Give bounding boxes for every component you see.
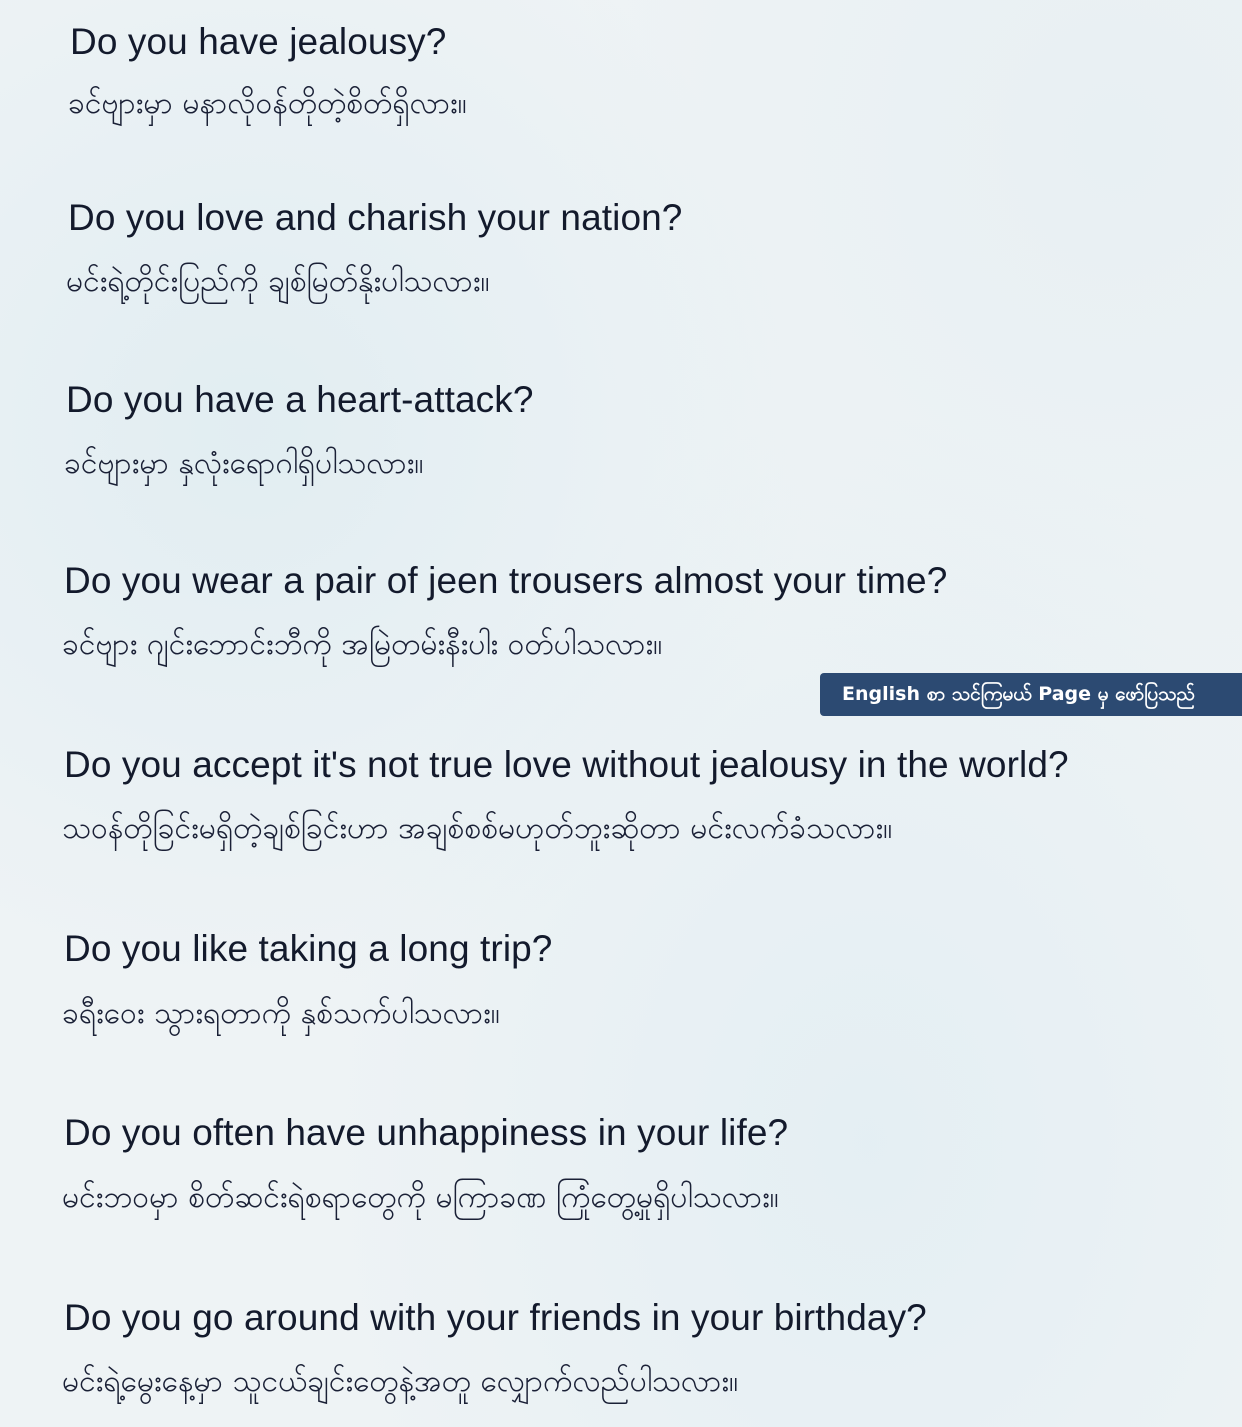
myanmar-translation: ခရီးဝေး သွားရတာကို နှစ်သက်ပါသလား။	[62, 996, 500, 1031]
myanmar-translation: သဝန်တိုခြင်းမရှိတဲ့ချစ်ခြင်းဟာ အချစ်စစ်မဟုတ်ဘူးဆိုတာ မင်းလက်ခံသလား။	[62, 811, 893, 846]
english-question: Do you often have unhappiness in your life?	[64, 1112, 789, 1153]
myanmar-translation: ခင်ဗျားမှာ နှလုံးရောဂါရှိပါသလား။	[64, 446, 424, 481]
english-question: Do you have jealousy?	[70, 21, 447, 62]
myanmar-translation: ခင်ဗျားမှာ မနာလိုဝန်တိုတဲ့စိတ်ရှိလား။	[68, 86, 467, 121]
english-question: Do you love and charish your nation?	[68, 197, 683, 238]
english-question: Do you accept it's not true love without jealousy in the world?	[64, 744, 1069, 785]
english-question: Do you go around with your friends in your birthday?	[64, 1297, 927, 1338]
myanmar-translation: မင်းရဲ့တိုင်းပြည်ကို ချစ်မြတ်နိုးပါသလား။	[66, 264, 490, 299]
english-question: Do you like taking a long trip?	[64, 928, 553, 969]
source-banner: English စာ သင်ကြမယ် Page မှ ဖော်ပြသည်	[820, 673, 1242, 716]
english-question: Do you have a heart-attack?	[66, 379, 534, 420]
myanmar-translation: မင်းဘဝမှာ စိတ်ဆင်းရဲစရာတွေကို မကြာခဏ ကြုံတွေ့မှုရှိပါသလား။	[62, 1180, 779, 1215]
myanmar-translation: မင်းရဲ့မွေးနေ့မှာ သူငယ်ချင်းတွေနဲ့အတူ လျှောက်လည်ပါသလား။	[62, 1364, 739, 1399]
english-question: Do you wear a pair of jeen trousers almost your time?	[64, 560, 948, 601]
myanmar-translation: ခင်ဗျား ဂျင်းဘောင်းဘီကို အမြဲတမ်းနီးပါး ဝတ်ပါသလား။	[62, 627, 663, 662]
